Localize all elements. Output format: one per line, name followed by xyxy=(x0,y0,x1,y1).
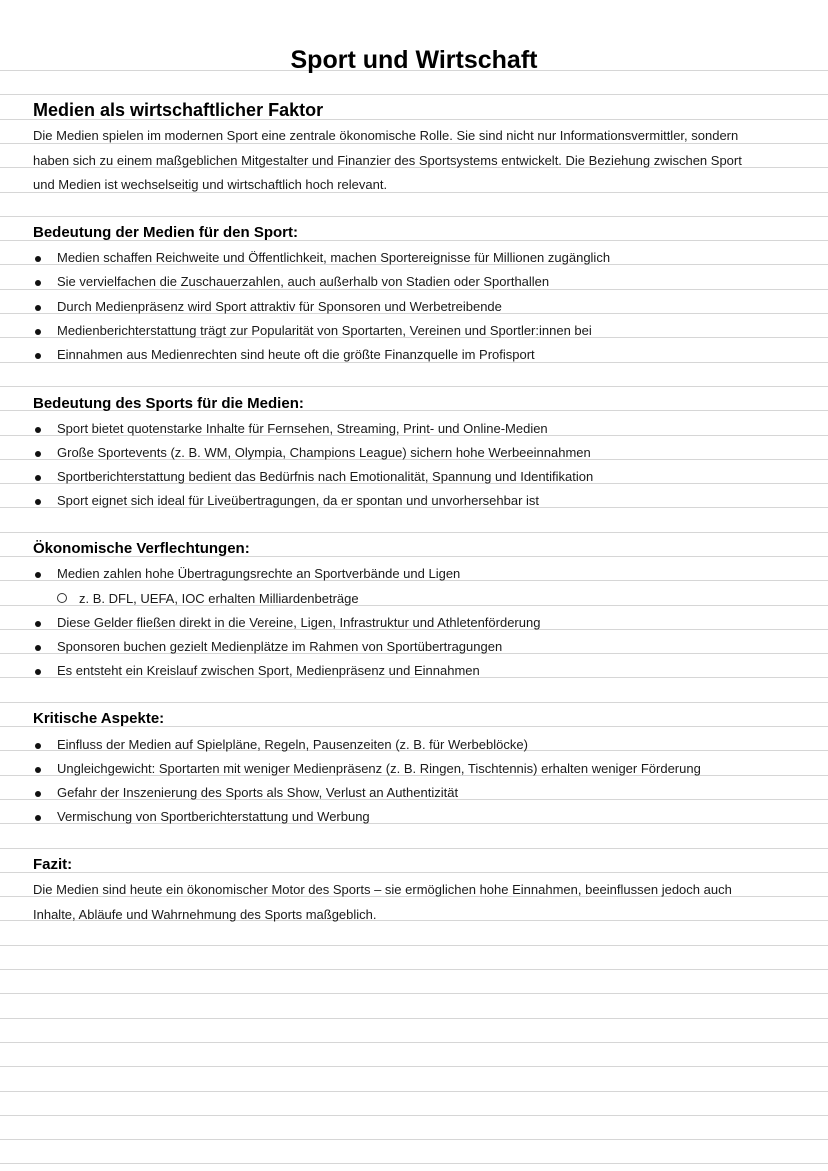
bullet-icon xyxy=(35,256,41,262)
rule-line xyxy=(0,872,828,873)
bullet-icon xyxy=(35,305,41,311)
bullet-icon xyxy=(35,621,41,627)
section-heading-medien-faktor: Medien als wirtschaftlicher Faktor xyxy=(33,100,324,120)
bullet-icon xyxy=(35,280,41,286)
section-heading-sport-fuer-medien: Bedeutung des Sports für die Medien: xyxy=(33,395,304,412)
paragraph-line: Die Medien spielen im modernen Sport eine zentrale ökonomische Rolle. Sie sind nicht nur Informationsvermittler, sondern xyxy=(33,128,739,143)
rule-line xyxy=(0,1115,828,1116)
section-heading-medien-fuer-sport: Bedeutung der Medien für den Sport: xyxy=(33,224,298,241)
bullet-icon xyxy=(35,815,41,821)
section-heading-kritik: Kritische Aspekte: xyxy=(33,710,165,727)
rule-line xyxy=(0,1163,828,1164)
bullet-icon xyxy=(35,767,41,773)
rule-line xyxy=(0,216,828,217)
bullet-icon xyxy=(35,572,41,578)
rule-line xyxy=(0,702,828,703)
bullet-icon xyxy=(35,451,41,457)
rule-line xyxy=(0,94,828,95)
page-title: Sport und Wirtschaft xyxy=(290,46,538,74)
paragraph-line: Die Medien sind heute ein ökonomischer Motor des Sports – sie ermöglichen hohe Einnahmen, beeinflussen jedoch auch xyxy=(33,882,732,897)
section-heading-fazit: Fazit: xyxy=(33,856,73,873)
rule-line xyxy=(0,945,828,946)
rule-line xyxy=(0,1091,828,1092)
paragraph-line: Inhalte, Abläufe und Wahrnehmung des Sports maßgeblich. xyxy=(33,907,377,922)
rule-line xyxy=(0,532,828,533)
rule-line xyxy=(0,386,828,387)
bullet-icon xyxy=(35,499,41,505)
bullet-icon xyxy=(35,743,41,749)
bullet-icon xyxy=(35,353,41,359)
rule-line xyxy=(0,969,828,970)
bullet-icon xyxy=(35,645,41,651)
bullet-icon xyxy=(35,427,41,433)
bullet-icon xyxy=(35,475,41,481)
bullet-icon xyxy=(35,669,41,675)
rule-line xyxy=(0,1139,828,1140)
rule-line xyxy=(0,1018,828,1019)
paragraph-line: und Medien ist wechselseitig und wirtschaftlich hoch relevant. xyxy=(33,177,388,192)
bullet-icon xyxy=(35,791,41,797)
paragraph-line: haben sich zu einem maßgeblichen Mitgestalter und Finanzier des Sportsystems entwickelt. Die Beziehung zwischen Sport xyxy=(33,153,742,168)
hollow-bullet-icon xyxy=(57,593,67,603)
section-heading-verflechtungen: Ökonomische Verflechtungen: xyxy=(33,540,250,557)
rule-line xyxy=(0,848,828,849)
rule-line xyxy=(0,993,828,994)
bullet-icon xyxy=(35,329,41,335)
rule-line xyxy=(0,1066,828,1067)
rule-line xyxy=(0,1042,828,1043)
